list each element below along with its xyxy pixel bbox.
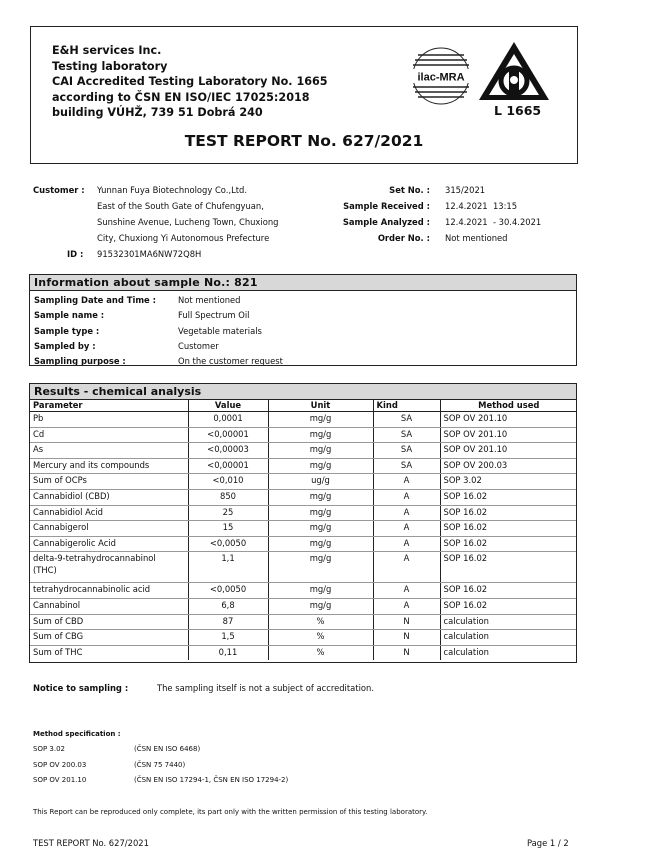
method-spec-reference: (ČSN EN ISO 6468) (134, 745, 201, 753)
result-kind: A (373, 598, 440, 614)
result-value: 0,0001 (188, 412, 268, 428)
result-method: SOP 16.02 (440, 598, 577, 614)
results-row (30, 536, 577, 552)
sample-row-label: Sampling Date and Time : (34, 295, 157, 305)
result-kind: N (373, 614, 440, 630)
column-header-parameter: Parameter (30, 399, 188, 412)
customer-address-line: City, Chuxiong Yi Autonomous Prefecture (97, 233, 270, 243)
sample-row-value: Full Spectrum Oil (178, 310, 250, 320)
result-method: SOP OV 201.10 (440, 443, 577, 459)
lab-accreditation: CAI Accredited Testing Laboratory No. 1665 (52, 75, 328, 89)
results-row (30, 443, 577, 459)
report-title: TEST REPORT No. 627/2021 (184, 132, 424, 150)
results-row (30, 489, 577, 505)
sample-info-heading: Information about sample No.: 821 (30, 275, 576, 291)
result-method: SOP 16.02 (440, 583, 577, 599)
results-row (30, 630, 577, 646)
result-value: 25 (188, 505, 268, 521)
customer-id-label: ID : (67, 249, 84, 259)
result-parameter: Cannabidiol (CBD) (30, 489, 188, 505)
result-unit: mg/g (268, 583, 373, 599)
column-header-method: Method used (440, 399, 577, 412)
results-body (30, 412, 577, 661)
result-unit: % (268, 614, 373, 630)
results-row (30, 645, 577, 660)
method-spec-reference: (ČSN EN ISO 17294-1, ČSN EN ISO 17294-2) (134, 776, 289, 784)
sample-received-label: Sample Received : (343, 201, 430, 211)
result-method: SOP OV 201.10 (440, 427, 577, 443)
result-kind: A (373, 489, 440, 505)
result-kind: N (373, 630, 440, 646)
result-parameter-line: delta-9-tetrahydrocannabinol (33, 553, 156, 564)
footer-report-number: TEST REPORT No. 627/2021 (33, 838, 149, 848)
result-parameter-line: (THC) (33, 565, 57, 576)
result-value: <0,0050 (188, 536, 268, 552)
lab-address: building VÚHŽ, 739 51 Dobrá 240 (52, 106, 263, 120)
result-method: calculation (443, 646, 489, 657)
sample-row-label: Sample name : (34, 310, 105, 320)
result-value: <0,0050 (188, 583, 268, 599)
sample-row-label: Sampled by : (34, 341, 96, 351)
result-parameter: Sum of CBD (30, 614, 188, 630)
method-spec-code: SOP OV 201.10 (33, 776, 87, 784)
sample-row-value: On the customer request (178, 356, 283, 366)
result-parameter: tetrahydrocannabinolic acid (30, 583, 188, 599)
sample-row-value: Vegetable materials (178, 326, 262, 336)
results-row (30, 614, 577, 630)
column-header-unit: Unit (268, 399, 373, 412)
result-method: SOP 16.02 (440, 536, 577, 552)
result-unit: mg/g (268, 598, 373, 614)
results-row (30, 458, 577, 474)
notice-text: The sampling itself is not a subject of accreditation. (157, 683, 375, 693)
results-row (30, 474, 577, 490)
order-no-label: Order No. : (377, 233, 430, 243)
method-spec-code: SOP OV 200.03 (33, 761, 87, 769)
laboratory-info (52, 43, 328, 121)
result-unit: mg/g (268, 412, 373, 428)
result-method: calculation (440, 614, 577, 630)
results-table (30, 399, 577, 660)
result-parameter: Sum of CBG (30, 630, 188, 646)
result-parameter (30, 552, 188, 583)
result-method: SOP 16.02 (440, 552, 577, 583)
set-no-value: 315/2021 (445, 185, 486, 195)
result-parameter: Cannabigerol (30, 521, 188, 537)
set-no-label: Set No. : (389, 185, 430, 195)
result-value: <0,00001 (188, 458, 268, 474)
result-parameter: Mercury and its compounds (30, 458, 188, 474)
lab-standard: according to ČSN EN ISO/IEC 17025:2018 (52, 90, 310, 104)
lab-name: E&H services Inc. (52, 44, 162, 57)
result-unit: ug/g (268, 474, 373, 490)
result-unit: mg/g (268, 536, 373, 552)
result-kind: A (373, 474, 440, 490)
customer-name: Yunnan Fuya Biotechnology Co.,Ltd. (97, 185, 248, 195)
footer-page-number: Page 1 / 2 (527, 838, 569, 848)
sample-row-value: Customer (178, 341, 219, 351)
result-kind: SA (373, 427, 440, 443)
result-kind: A (373, 552, 440, 583)
svg-text:ilac-MRA: ilac-MRA (417, 71, 465, 84)
results-header-row (30, 399, 577, 412)
result-value: 87 (188, 614, 268, 630)
result-unit: % (268, 645, 373, 660)
result-parameter: Sum of OCPs (30, 474, 188, 490)
result-parameter: Sum of THC (30, 645, 188, 660)
result-unit: mg/g (268, 427, 373, 443)
result-parameter: Pb (30, 412, 188, 428)
result-kind: A (373, 505, 440, 521)
order-no-value: Not mentioned (445, 233, 508, 243)
result-parameter: Cannabinol (30, 598, 188, 614)
result-kind: N (373, 645, 440, 660)
result-unit: mg/g (268, 552, 373, 583)
ilac-mra-logo-icon (410, 45, 472, 107)
result-parameter: Cannabigerolic Acid (30, 536, 188, 552)
result-method: SOP 16.02 (440, 489, 577, 505)
result-unit: mg/g (268, 489, 373, 505)
result-unit: mg/g (268, 521, 373, 537)
result-unit: mg/g (268, 443, 373, 459)
results-row (30, 598, 577, 614)
reproduction-note: This Report can be reproduced only complete, its part only with the written permission of this testing laboratory. (33, 808, 428, 816)
result-parameter: Cd (30, 427, 188, 443)
result-method: SOP 16.02 (440, 521, 577, 537)
result-kind: SA (373, 443, 440, 459)
result-unit: mg/g (268, 505, 373, 521)
column-header-value: Value (188, 399, 268, 412)
result-value: <0,00001 (188, 427, 268, 443)
results-box (29, 383, 577, 663)
method-spec-title: Method specification : (33, 730, 121, 738)
method-spec-code: SOP 3.02 (33, 745, 65, 753)
column-header-kind: Kind (373, 399, 440, 412)
customer-id-value: 91532301MA6NW72Q8H (97, 249, 202, 259)
result-kind: A (373, 583, 440, 599)
cai-lab-number: L 1665 (494, 103, 542, 118)
result-value: 1,5 (188, 630, 268, 646)
result-value: <0,010 (188, 474, 268, 490)
result-value: 6,8 (188, 598, 268, 614)
results-row (30, 521, 577, 537)
result-parameter: Cannabidiol Acid (30, 505, 188, 521)
results-row (30, 412, 577, 428)
result-parameter: As (30, 443, 188, 459)
results-row (30, 583, 577, 599)
result-unit: mg/g (268, 458, 373, 474)
result-kind: SA (373, 412, 440, 428)
result-value: 0,11 (188, 645, 268, 660)
result-method: SOP 16.02 (440, 505, 577, 521)
sample-received-value: 12.4.2021 13:15 (445, 201, 518, 211)
customer-address-line: East of the South Gate of Chufengyuan, (97, 201, 264, 211)
results-heading: Results - chemical analysis (30, 384, 576, 400)
results-row (30, 427, 577, 443)
result-method: SOP 3.02 (440, 474, 577, 490)
result-kind: A (373, 521, 440, 537)
result-value: 1,1 (188, 552, 268, 583)
result-value: 850 (188, 489, 268, 505)
lab-type: Testing laboratory (52, 59, 168, 73)
results-row (30, 552, 577, 583)
sample-info-box (29, 274, 577, 366)
result-method: calculation (440, 630, 577, 646)
sample-row-value: Not mentioned (178, 295, 241, 305)
result-value: 15 (188, 521, 268, 537)
result-value: <0,00003 (188, 443, 268, 459)
customer-label: Customer : (33, 185, 85, 195)
sample-row-label: Sampling purpose : (34, 356, 126, 366)
result-kind: SA (373, 458, 440, 474)
sample-analyzed-label: Sample Analyzed : (342, 217, 430, 227)
result-unit: % (268, 630, 373, 646)
method-spec-reference: (ČSN 75 7440) (134, 761, 186, 769)
result-kind: A (373, 536, 440, 552)
result-method: SOP OV 200.03 (440, 458, 577, 474)
customer-address-line: Sunshine Avenue, Lucheng Town, Chuxiong (97, 217, 279, 227)
results-row (30, 505, 577, 521)
result-method: SOP OV 201.10 (440, 412, 577, 428)
sample-row-label: Sample type : (34, 326, 100, 336)
sample-analyzed-value: 12.4.2021 - 30.4.2021 (445, 217, 542, 227)
notice-label: Notice to sampling : (33, 683, 129, 693)
